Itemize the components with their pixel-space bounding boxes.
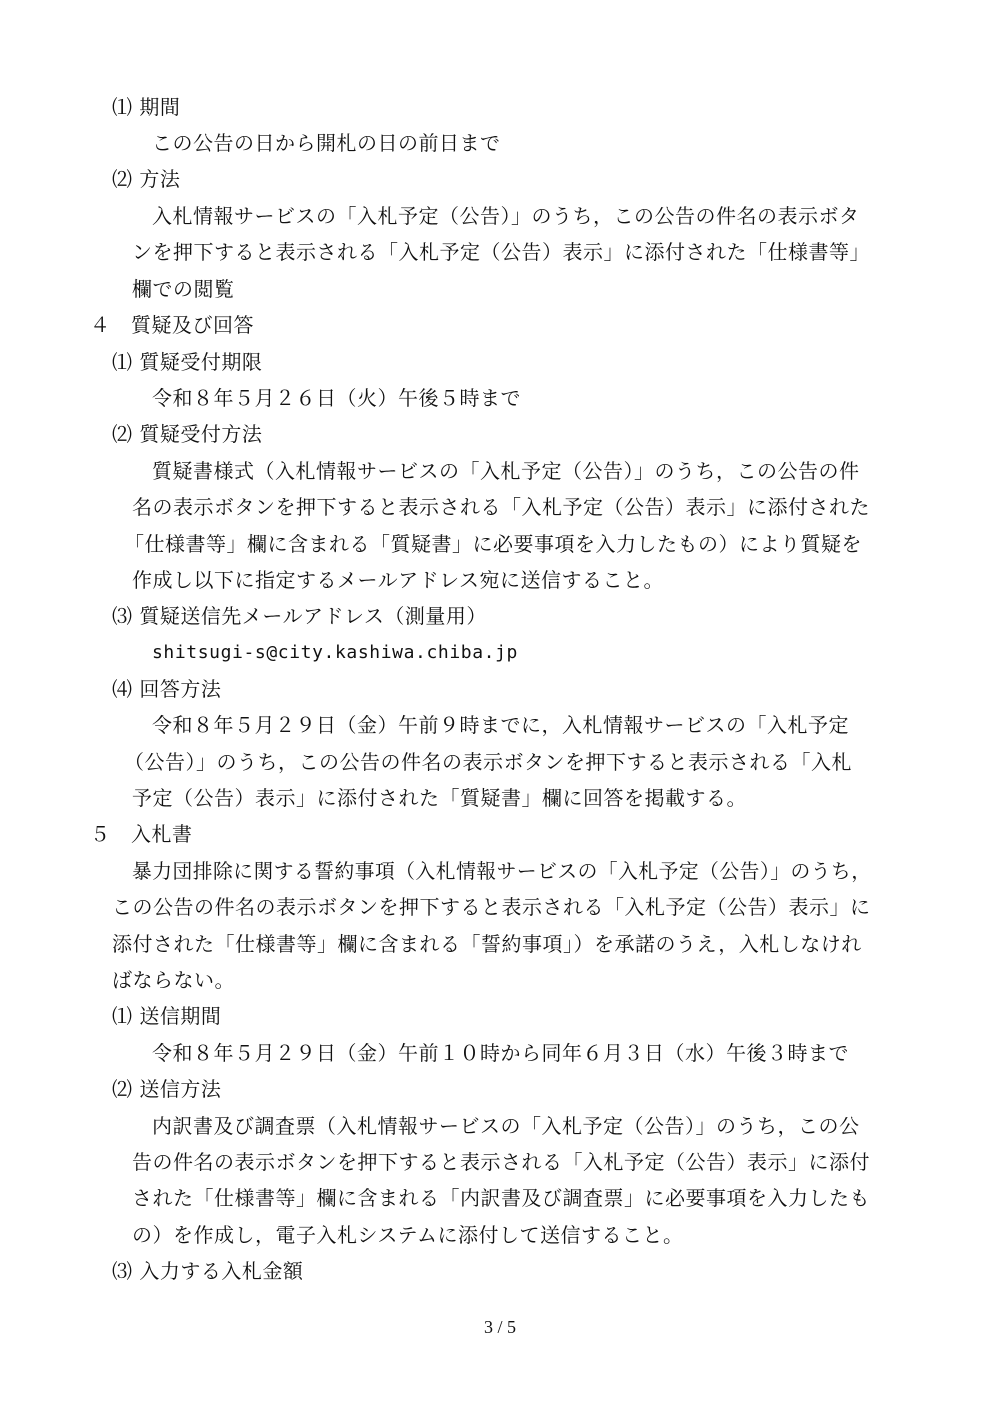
section-4-item-2-body-line-4: 作成し以下に指定するメールアドレス宛に送信すること。 — [132, 568, 664, 592]
item-2-body-line-3: 欄での閲覧 — [132, 277, 235, 301]
section-4-item-4-body-line-1: 令和８年５月２９日（金）午前９時までに，入札情報サービスの「入札予定 — [152, 713, 849, 737]
section-4-item-4-body-line-2: （公告）」のうち，この公告の件名の表示ボタンを押下すると表示される「入札 — [124, 750, 852, 774]
email-address: shitsugi-s@city.kashiwa.chiba.jp — [152, 642, 518, 663]
section-4-item-1-heading: ⑴ 質疑受付期限 — [112, 350, 263, 374]
section-4-item-2-body-line-1: 質疑書様式（入札情報サービスの「入札予定（公告）」のうち，この公告の件 — [152, 459, 860, 483]
section-5-item-1-heading: ⑴ 送信期間 — [112, 1004, 222, 1028]
section-5-item-1-body: 令和８年５月２９日（金）午前１０時から同年６月３日（水）午後３時まで — [152, 1041, 849, 1065]
section-5-item-2-body-line-1: 内訳書及び調査票（入札情報サービスの「入札予定（公告）」のうち，この公 — [152, 1114, 860, 1138]
item-2-heading: ⑵ 方法 — [112, 167, 181, 191]
item-2-body-line-2: ンを押下すると表示される「入札予定（公告）表示」に添付された「仕様書等」 — [132, 240, 870, 264]
section-5-intro-line-3: 添付された「仕様書等」欄に含まれる「誓約事項」）を承諾のうえ，入札しなけれ — [112, 932, 862, 956]
section-4-item-2-heading: ⑵ 質疑受付方法 — [112, 422, 263, 446]
section-4-item-4-body-line-3: 予定（公告）表示」に添付された「質疑書」欄に回答を掲載する。 — [132, 786, 747, 810]
page-number: 3 / 5 — [483, 1317, 516, 1337]
section-5-item-2-body-line-2: 告の件名の表示ボタンを押下すると表示される「入札予定（公告）表示」に添付 — [132, 1150, 870, 1174]
section-5-item-3-heading: ⑶ 入力する入札金額 — [112, 1259, 304, 1283]
section-4-item-1-body: 令和８年５月２６日（火）午後５時まで — [152, 386, 521, 410]
section-4-item-2-body-line-2: 名の表示ボタンを押下すると表示される「入札予定（公告）表示」に添付された — [132, 495, 870, 519]
section-5-item-2-body-line-3: された「仕様書等」欄に含まれる「内訳書及び調査票」に必要事項を入力したも — [132, 1186, 870, 1210]
item-1-heading: ⑴ 期間 — [112, 95, 181, 119]
section-5-heading: ５ 入札書 — [90, 822, 193, 846]
section-4-item-4-heading: ⑷ 回答方法 — [112, 677, 222, 701]
section-4-item-2-body-line-3: 「仕様書等」欄に含まれる「質疑書」に必要事項を入力したもの）により質疑を — [124, 532, 862, 556]
section-5-item-2-heading: ⑵ 送信方法 — [112, 1077, 222, 1101]
item-1-body: この公告の日から開札の日の前日まで — [152, 131, 501, 155]
section-5-intro-line-1: 暴力団排除に関する誓約事項（入札情報サービスの「入札予定（公告）」のうち， — [132, 859, 872, 883]
section-5-item-2-body-line-4: の）を作成し，電子入札システムに添付して送信すること。 — [132, 1223, 684, 1247]
section-5-intro-line-4: ばならない。 — [112, 968, 235, 992]
section-4-heading: ４ 質疑及び回答 — [90, 313, 254, 337]
item-2-body-line-1: 入札情報サービスの「入札予定（公告）」のうち，この公告の件名の表示ボタ — [152, 204, 860, 228]
section-5-intro-line-2: この公告の件名の表示ボタンを押下すると表示される「入札予定（公告）表示」に — [112, 895, 871, 919]
section-4-item-3-heading: ⑶ 質疑送信先メールアドレス（測量用） — [112, 604, 487, 628]
